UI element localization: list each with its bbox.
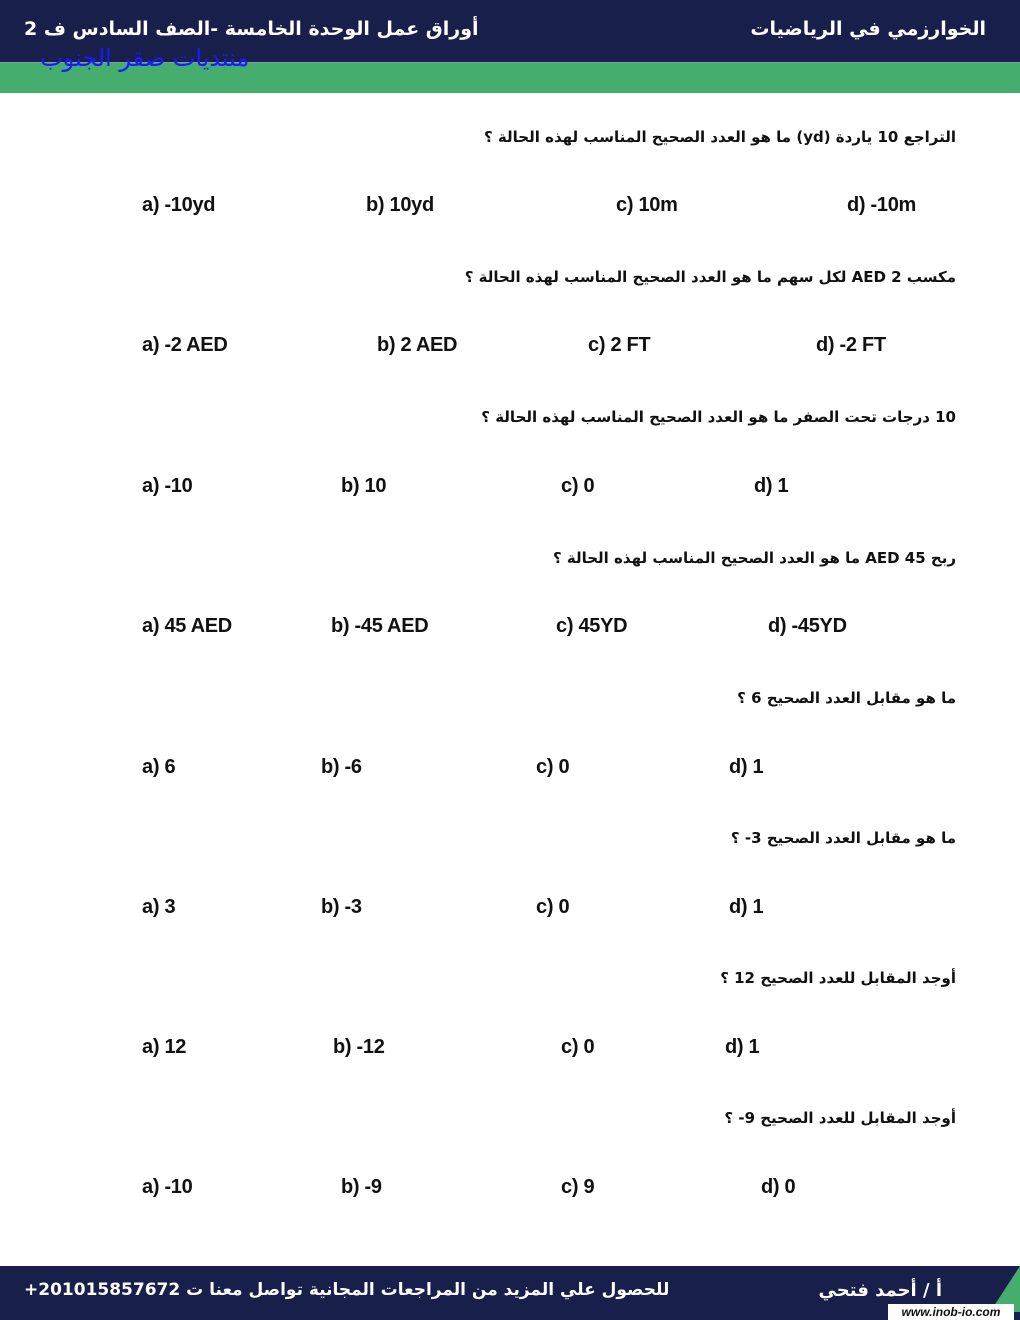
question-2: مكسب AED 2 لكل سهم ما هو العدد الصحيح المناسب لهذه الحالة ؟ [464,268,956,286]
page-footer [0,1266,1020,1320]
option-b[interactable]: b) 10yd [366,194,434,216]
options-row-7 [0,1036,1020,1066]
options-row-2 [0,334,1020,364]
question-4: ربح AED 45 ما هو العدد الصحيح المناسب لهذه الحالة ؟ [552,549,956,567]
options-row-6 [0,896,1020,926]
option-b[interactable]: b) -12 [333,1036,385,1058]
option-c[interactable]: c) 0 [536,896,570,918]
option-a[interactable]: a) -10yd [142,194,216,216]
question-5: ما هو مقابل العدد الصحيح 6 ؟ [737,689,956,707]
option-d[interactable]: d) -10m [847,194,917,216]
author-name: أ / أحمد فتحي [818,1280,942,1301]
option-b[interactable]: b) -3 [321,896,362,918]
option-c[interactable]: c) 2 FT [588,334,651,356]
website-url[interactable]: www.inob-io.com [888,1304,1014,1320]
option-c[interactable]: c) 9 [561,1176,595,1198]
option-d[interactable]: d) -2 FT [816,334,886,356]
option-b[interactable]: b) 10 [341,475,387,497]
question-1: التراجع 10 ياردة (yd) ما هو العدد الصحيح المناسب لهذه الحالة ؟ [484,128,956,146]
question-3: 10 درجات تحت الصفر ما هو العدد الصحيح المناسب لهذه الحالة ؟ [481,408,956,426]
forum-watermark: منتديات صقر الجنوب [40,44,250,72]
question-6: ما هو مقابل العدد الصحيح 3- ؟ [730,829,956,847]
option-d[interactable]: d) 1 [729,756,764,778]
option-a[interactable]: a) 3 [142,896,176,918]
options-row-5 [0,756,1020,786]
option-b[interactable]: b) 2 AED [377,334,458,356]
option-d[interactable]: d) 0 [761,1176,796,1198]
option-b[interactable]: b) -45 AED [331,615,429,637]
options-row-8 [0,1176,1020,1206]
option-a[interactable]: a) 6 [142,756,176,778]
question-8: أوجد المقابل للعدد الصحيح 9- ؟ [724,1109,956,1127]
option-a[interactable]: a) 45 AED [142,615,232,637]
brand-title: الخوارزمي في الرياضيات [750,18,986,40]
worksheet-title: أوراق عمل الوحدة الخامسة -الصف السادس ف 2 [24,18,479,40]
option-c[interactable]: c) 45YD [556,615,628,637]
option-d[interactable]: d) 1 [725,1036,760,1058]
option-a[interactable]: a) -10 [142,475,193,497]
option-c[interactable]: c) 0 [561,1036,595,1058]
question-7: أوجد المقابل للعدد الصحيح 12 ؟ [720,969,956,987]
option-a[interactable]: a) 12 [142,1036,187,1058]
options-row-4 [0,615,1020,645]
contact-info: للحصول علي المزيد من المراجعات المجانية تواصل معنا ت 201015857672+ [24,1280,670,1300]
option-a[interactable]: a) -10 [142,1176,193,1198]
option-c[interactable]: c) 0 [561,475,595,497]
option-d[interactable]: d) -45YD [768,615,847,637]
option-c[interactable]: c) 0 [536,756,570,778]
option-d[interactable]: d) 1 [754,475,789,497]
option-b[interactable]: b) -9 [341,1176,382,1198]
options-row-1 [0,194,1020,224]
option-b[interactable]: b) -6 [321,756,362,778]
option-d[interactable]: d) 1 [729,896,764,918]
options-row-3 [0,475,1020,505]
option-c[interactable]: c) 10m [616,194,678,216]
option-a[interactable]: a) -2 AED [142,334,228,356]
